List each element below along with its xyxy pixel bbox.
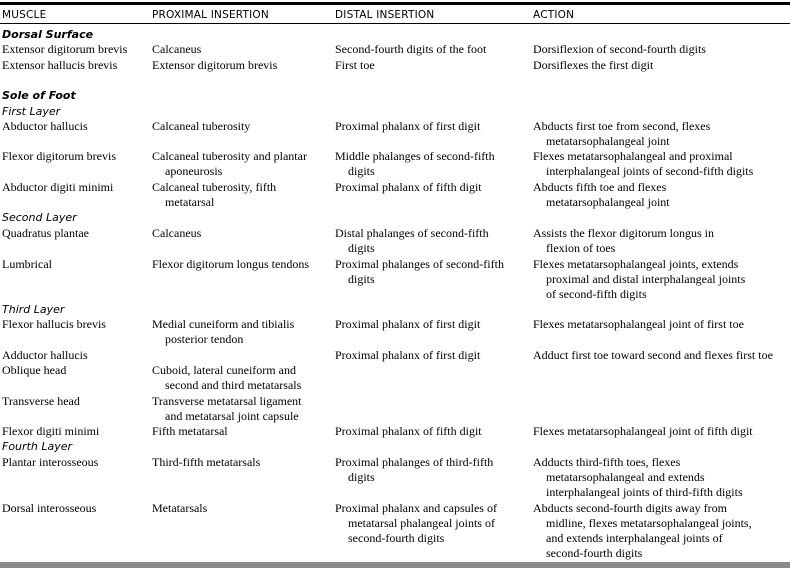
cell-line: Adducts third-fifth toes, flexes <box>533 455 681 469</box>
cell-line: second-fourth digits <box>546 546 643 560</box>
cell-line: aponeurosis <box>165 164 223 178</box>
action-cell <box>533 226 714 256</box>
action-cell <box>533 149 753 179</box>
subsection-third-layer: Third Layer <box>2 303 65 316</box>
cell-line: Lumbrical <box>2 257 52 271</box>
cell-line: Flexor hallucis brevis <box>2 317 106 331</box>
distal-insertion-cell <box>335 226 489 256</box>
bottom-rule <box>0 562 790 568</box>
muscle-cell <box>2 394 80 409</box>
muscle-cell <box>2 317 106 332</box>
cell-line: Assists the flexor digitorum longus in <box>533 226 714 240</box>
cell-line: Distal phalanges of second-fifth <box>335 226 489 240</box>
cell-line: Flexes metatarsophalangeal joints, extends <box>533 257 739 271</box>
cell-line: digits <box>348 241 375 255</box>
cell-line: Calcaneal tuberosity and plantar <box>152 149 307 163</box>
proximal-insertion-cell <box>152 58 277 73</box>
header-rule <box>0 23 790 24</box>
cell-line: Flexor digitorum brevis <box>2 149 116 163</box>
cell-line: Proximal phalanx of first digit <box>335 119 481 133</box>
proximal-insertion-cell <box>152 119 250 134</box>
cell-line: metatarsal phalangeal joints of <box>348 516 495 530</box>
proximal-insertion-cell <box>152 455 260 470</box>
proximal-insertion-cell <box>152 226 201 241</box>
action-cell <box>533 348 773 363</box>
cell-line: Proximal phalanges of third-fifth <box>335 455 494 469</box>
cell-line: Flexor digiti minimi <box>2 424 100 438</box>
action-cell <box>533 455 743 500</box>
cell-line: Proximal phalanx and capsules of <box>335 501 497 515</box>
cell-line: Quadratus plantae <box>2 226 89 240</box>
distal-insertion-cell <box>335 149 495 179</box>
header-proximal-insertion: PROXIMAL INSERTION <box>152 9 269 21</box>
proximal-insertion-cell <box>152 394 302 424</box>
cell-line: proximal and distal interphalangeal joints <box>546 272 746 286</box>
cell-line: Flexes metatarsophalangeal and proximal <box>533 149 733 163</box>
cell-line: Proximal phalanx of first digit <box>335 348 481 362</box>
cell-line: First toe <box>335 58 375 72</box>
cell-line: of second-fifth digits <box>546 287 647 301</box>
cell-line: Proximal phalanx of fifth digit <box>335 180 482 194</box>
cell-line: Flexes metatarsophalangeal joint of fifth digit <box>533 424 753 438</box>
cell-line: Proximal phalanx of fifth digit <box>335 424 482 438</box>
cell-line: Abducts first toe from second, flexes <box>533 119 711 133</box>
action-cell <box>533 119 710 149</box>
cell-line: and metatarsal joint capsule <box>165 409 299 423</box>
cell-line: posterior tendon <box>165 332 244 346</box>
cell-line: metatarsophalangeal joint <box>546 134 670 148</box>
cell-line: Dorsal interosseous <box>2 501 97 515</box>
cell-line: Metatarsals <box>152 501 208 515</box>
cell-line: Proximal phalanges of second-fifth <box>335 257 504 271</box>
distal-insertion-cell <box>335 58 375 73</box>
cell-line: Third-fifth metatarsals <box>152 455 261 469</box>
muscle-cell <box>2 363 66 378</box>
cell-line: Proximal phalanx of first digit <box>335 317 481 331</box>
cell-line: Middle phalanges of second-fifth <box>335 149 495 163</box>
cell-line: Flexes metatarsophalangeal joint of first toe <box>533 317 744 331</box>
cell-line: Adductor hallucis <box>2 348 88 362</box>
cell-line: interphalangeal joints of second-fifth digits <box>546 164 754 178</box>
cell-line: and extends interphalangeal joints of <box>546 531 723 545</box>
muscle-cell <box>2 42 127 57</box>
cell-line: Cuboid, lateral cuneiform and <box>152 363 296 377</box>
proximal-insertion-cell <box>152 501 207 516</box>
muscle-cell <box>2 180 113 195</box>
muscle-cell <box>2 257 52 272</box>
cell-line: metatarsal <box>165 195 215 209</box>
proximal-insertion-cell <box>152 363 301 393</box>
action-cell <box>533 317 744 332</box>
cell-line: second-fourth digits <box>348 531 445 545</box>
cell-line: Adduct first toe toward second and flexes first toe <box>533 348 773 362</box>
cell-line: Abducts second-fourth digits away from <box>533 501 727 515</box>
muscle-cell <box>2 501 96 516</box>
muscle-cell <box>2 226 89 241</box>
header-distal-insertion: DISTAL INSERTION <box>335 9 435 21</box>
cell-line: Calcaneal tuberosity <box>152 119 251 133</box>
muscle-cell <box>2 348 88 363</box>
cell-line: Extensor digitorum brevis <box>152 58 278 72</box>
cell-line: Dorsiflexes the first digit <box>533 58 654 72</box>
distal-insertion-cell <box>335 180 482 195</box>
cell-line: interphalangeal joints of third-fifth digits <box>546 485 743 499</box>
header-action: ACTION <box>533 9 575 21</box>
cell-line: Calcaneus <box>152 226 202 240</box>
cell-line: second and third metatarsals <box>165 378 302 392</box>
cell-line: Abductor hallucis <box>2 119 88 133</box>
muscle-cell <box>2 58 117 73</box>
header-muscle: MUSCLE <box>2 9 47 21</box>
cell-line: Dorsiflexion of second-fourth digits <box>533 42 706 56</box>
cell-line: Flexor digitorum longus tendons <box>152 257 309 271</box>
muscle-cell <box>2 424 99 439</box>
cell-line: digits <box>348 470 375 484</box>
cell-line: Transverse metatarsal ligament <box>152 394 302 408</box>
cell-line: flexion of toes <box>546 241 616 255</box>
cell-line: Calcaneal tuberosity, fifth <box>152 180 277 194</box>
cell-line: midline, flexes metatarsophalangeal joints, <box>546 516 752 530</box>
cell-line: Calcaneus <box>152 42 202 56</box>
cell-line: Abductor digiti minimi <box>2 180 114 194</box>
cell-line: metatarsophalangeal and extends <box>546 470 705 484</box>
proximal-insertion-cell <box>152 424 228 439</box>
distal-insertion-cell <box>335 348 480 363</box>
muscle-cell <box>2 149 116 164</box>
section-sole-of-foot: Sole of Foot <box>2 89 76 102</box>
proximal-insertion-cell <box>152 42 201 57</box>
subsection-first-layer: First Layer <box>2 105 61 118</box>
distal-insertion-cell <box>335 257 504 287</box>
action-cell <box>533 180 670 210</box>
cell-line: Second-fourth digits of the foot <box>335 42 487 56</box>
cell-line: Abducts fifth toe and flexes <box>533 180 667 194</box>
proximal-insertion-cell <box>152 149 307 179</box>
section-dorsal-surface: Dorsal Surface <box>2 28 94 41</box>
muscle-cell <box>2 119 88 134</box>
proximal-insertion-cell <box>152 180 276 210</box>
cell-line: metatarsophalangeal joint <box>546 195 670 209</box>
cell-line: Extensor digitorum brevis <box>2 42 128 56</box>
cell-line: Fifth metatarsal <box>152 424 228 438</box>
proximal-insertion-cell <box>152 317 294 347</box>
action-cell <box>533 424 753 439</box>
cell-line: digits <box>348 272 375 286</box>
distal-insertion-cell <box>335 119 480 134</box>
cell-line: digits <box>348 164 375 178</box>
cell-line: Oblique head <box>2 363 67 377</box>
action-cell <box>533 501 752 561</box>
distal-insertion-cell <box>335 424 482 439</box>
cell-line: Plantar interosseous <box>2 455 99 469</box>
cell-line: Medial cuneiform and tibialis <box>152 317 295 331</box>
distal-insertion-cell <box>335 317 480 332</box>
subsection-second-layer: Second Layer <box>2 211 77 224</box>
muscle-cell <box>2 455 98 470</box>
action-cell <box>533 257 745 302</box>
action-cell <box>533 42 706 57</box>
top-rule <box>0 2 790 5</box>
proximal-insertion-cell <box>152 257 309 272</box>
subsection-fourth-layer: Fourth Layer <box>2 440 73 453</box>
distal-insertion-cell <box>335 455 493 485</box>
distal-insertion-cell <box>335 501 497 546</box>
cell-line: Transverse head <box>2 394 80 408</box>
cell-line: Extensor hallucis brevis <box>2 58 118 72</box>
action-cell <box>533 58 653 73</box>
distal-insertion-cell <box>335 42 486 57</box>
